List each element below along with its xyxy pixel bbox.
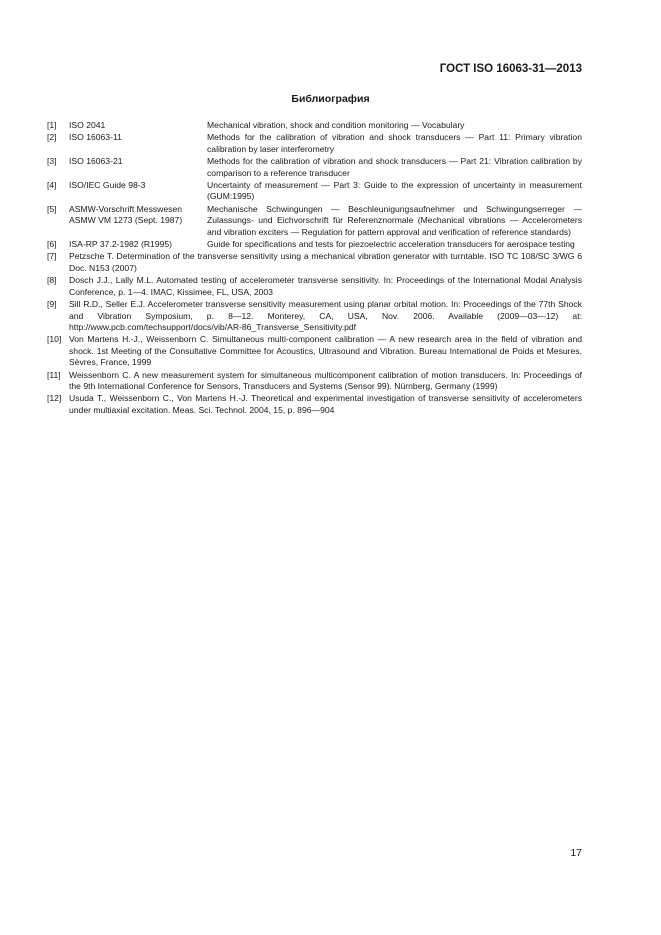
bibliography-list [47,120,582,417]
bib-number: [4] [47,180,57,191]
bib-number: [10] [47,334,62,345]
bib-entry [47,204,582,238]
bib-entry [47,275,582,298]
bib-description: Von Martens H.-J., Weissenborn C. Simultaneous multi-component calibration — A new research area in the field of vibration and shock. 1st Meeting of the Consultative Committee for Acoustics, Ultrasound and Vibration. Bureau International de Poids et Mesures, Sèvres, France, 1999 [69,334,582,368]
bib-number: [1] [47,120,57,130]
bib-number: [2] [47,132,57,143]
bib-entry [47,120,582,131]
bib-code: ISO 2041 [69,120,106,130]
bib-description: Weissenborn C. A new measurement system for simultaneous multicomponent calibration of motion transducers. In: Proceedings of the 9th International Conference for Sensors, Transducers and Systems (Sensor 99). Nürnberg, Germany (1999) [69,369,582,391]
bib-description: Mechanical vibration, shock and condition monitoring — Vocabulary [207,120,465,130]
bib-description: Sill R.D., Seller E.J. Accelerometer transverse sensitivity measurement using planar orbital motion. In: Proceedings of the 77th Shock and Vibration Symposium, p. 8—12. Monterey, CA, USA, Nov. 2006. Available (2009—03—12) at: http://www.pcb.com/techsupport/docs/vib/AR-86_Transverse_Sensitivity.pdf [69,299,582,332]
bib-code: ASMW-Vorschrift Messwesen ASMW VM 1273 (Sept. 1987) [69,203,183,226]
bib-entry [47,156,582,179]
bib-entry [47,132,582,155]
bib-description: Petzsche T. Determination of the transverse sensitivity using a mechanical vibration generator with turntable. ISO TC 108/SC 3/WG 6 Doc. N153 (2007) [69,251,582,273]
bib-entry [47,180,582,203]
bib-number: [12] [47,393,62,404]
document-id-header: ГОСТ ISO 16063-31—2013 [439,63,582,75]
bib-description: Guide for specifications and tests for piezoelectric acceleration transducers for aerospace testing [207,239,575,250]
bib-entry [47,370,582,393]
bib-code: ISO 16063-21 [69,156,123,167]
page-number: 17 [570,847,582,859]
bib-entry [47,251,582,274]
bib-number: [9] [47,299,57,310]
bib-number: [11] [47,369,61,380]
bib-code: ISO 16063-11 [69,132,122,143]
bib-code: ISA-RP 37.2-1982 (R1995) [69,239,173,250]
bib-code: ISO/IEC Guide 98-3 [69,180,146,191]
bib-entry [47,393,582,416]
bib-description: Dosch J.J., Lally M.L. Automated testing of accelerometer transverse sensitivity. In: Proceedings of the International Modal Analysis Conference, p. 1—4. IMAC, Kissimee, FL, USA, 2003 [69,275,582,297]
bib-number: [7] [47,251,57,262]
bib-number: [8] [47,275,57,286]
bib-number: [6] [47,239,57,250]
bib-description: Methods for the calibration of vibration and shock transducers — Part 21: Vibration calibration by comparison to a reference transducer [207,156,582,178]
bib-description: Uncertainty of measurement — Part 3: Guide to the expression of uncertainty in measurement (GUM:1995) [207,180,582,202]
bib-description: Usuda T., Weissenborn C., Von Martens H.-J. Theoretical and experimental investigation of transverse sensitivity of accelerometers under multiaxial excitation. Meas. Sci. Technol. 2004, 15, p. 896—904 [69,393,582,415]
bib-number: [5] [47,203,57,214]
page-title: Библиография [291,93,370,105]
bib-description: Methods for the calibration of vibration and shock transducers — Part 11: Primary vibration calibration by laser interferometry [207,132,582,154]
bib-entry [47,239,582,250]
bib-number: [3] [47,156,57,167]
bib-entry [47,334,582,368]
bib-description: Mechanische Schwingungen — Beschleunigungsaufnehmer und Schwingungserreger — Zulassungs- und Eichvorschrift für Referenznormale (Mechanical vibrations — Accelerometers and vibration exciters — Regulation for pattern approval and verification of reference standards) [207,203,582,237]
bib-entry [47,299,582,333]
